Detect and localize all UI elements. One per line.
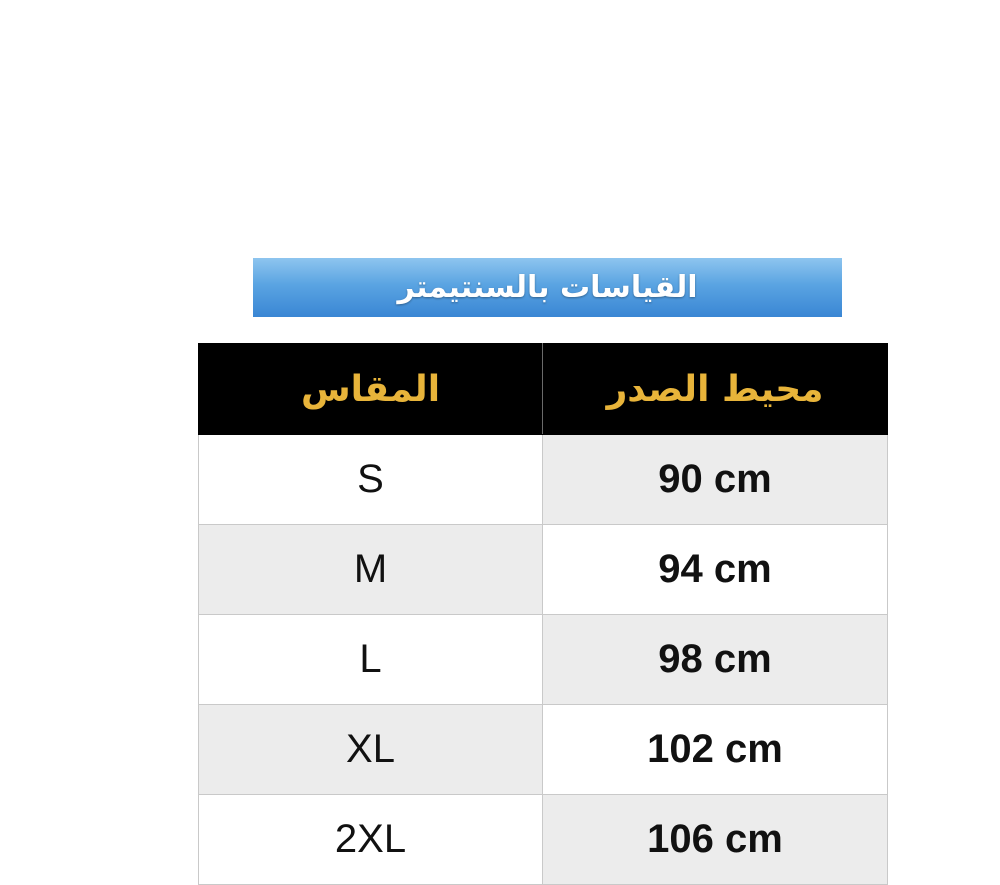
table-row bbox=[199, 615, 888, 705]
table-row bbox=[199, 795, 888, 885]
table-row bbox=[199, 435, 888, 525]
size-cell: S bbox=[199, 435, 543, 525]
header-chest-circumference: محيط الصدر bbox=[543, 344, 888, 435]
table-row bbox=[199, 705, 888, 795]
chest-cell: 98 cm bbox=[543, 615, 888, 705]
size-chart-table bbox=[198, 343, 888, 885]
chest-cell: 102 cm bbox=[543, 705, 888, 795]
chest-cell: 106 cm bbox=[543, 795, 888, 885]
chest-cell: 94 cm bbox=[543, 525, 888, 615]
table-row bbox=[199, 525, 888, 615]
size-cell: XL bbox=[199, 705, 543, 795]
chest-cell: 90 cm bbox=[543, 435, 888, 525]
size-cell: 2XL bbox=[199, 795, 543, 885]
size-cell: L bbox=[199, 615, 543, 705]
size-cell: M bbox=[199, 525, 543, 615]
table-header-row bbox=[199, 344, 888, 435]
title-banner bbox=[253, 258, 842, 317]
banner-title: القياسات بالسنتيمتر bbox=[397, 269, 698, 305]
header-size: المقاس bbox=[199, 344, 543, 435]
